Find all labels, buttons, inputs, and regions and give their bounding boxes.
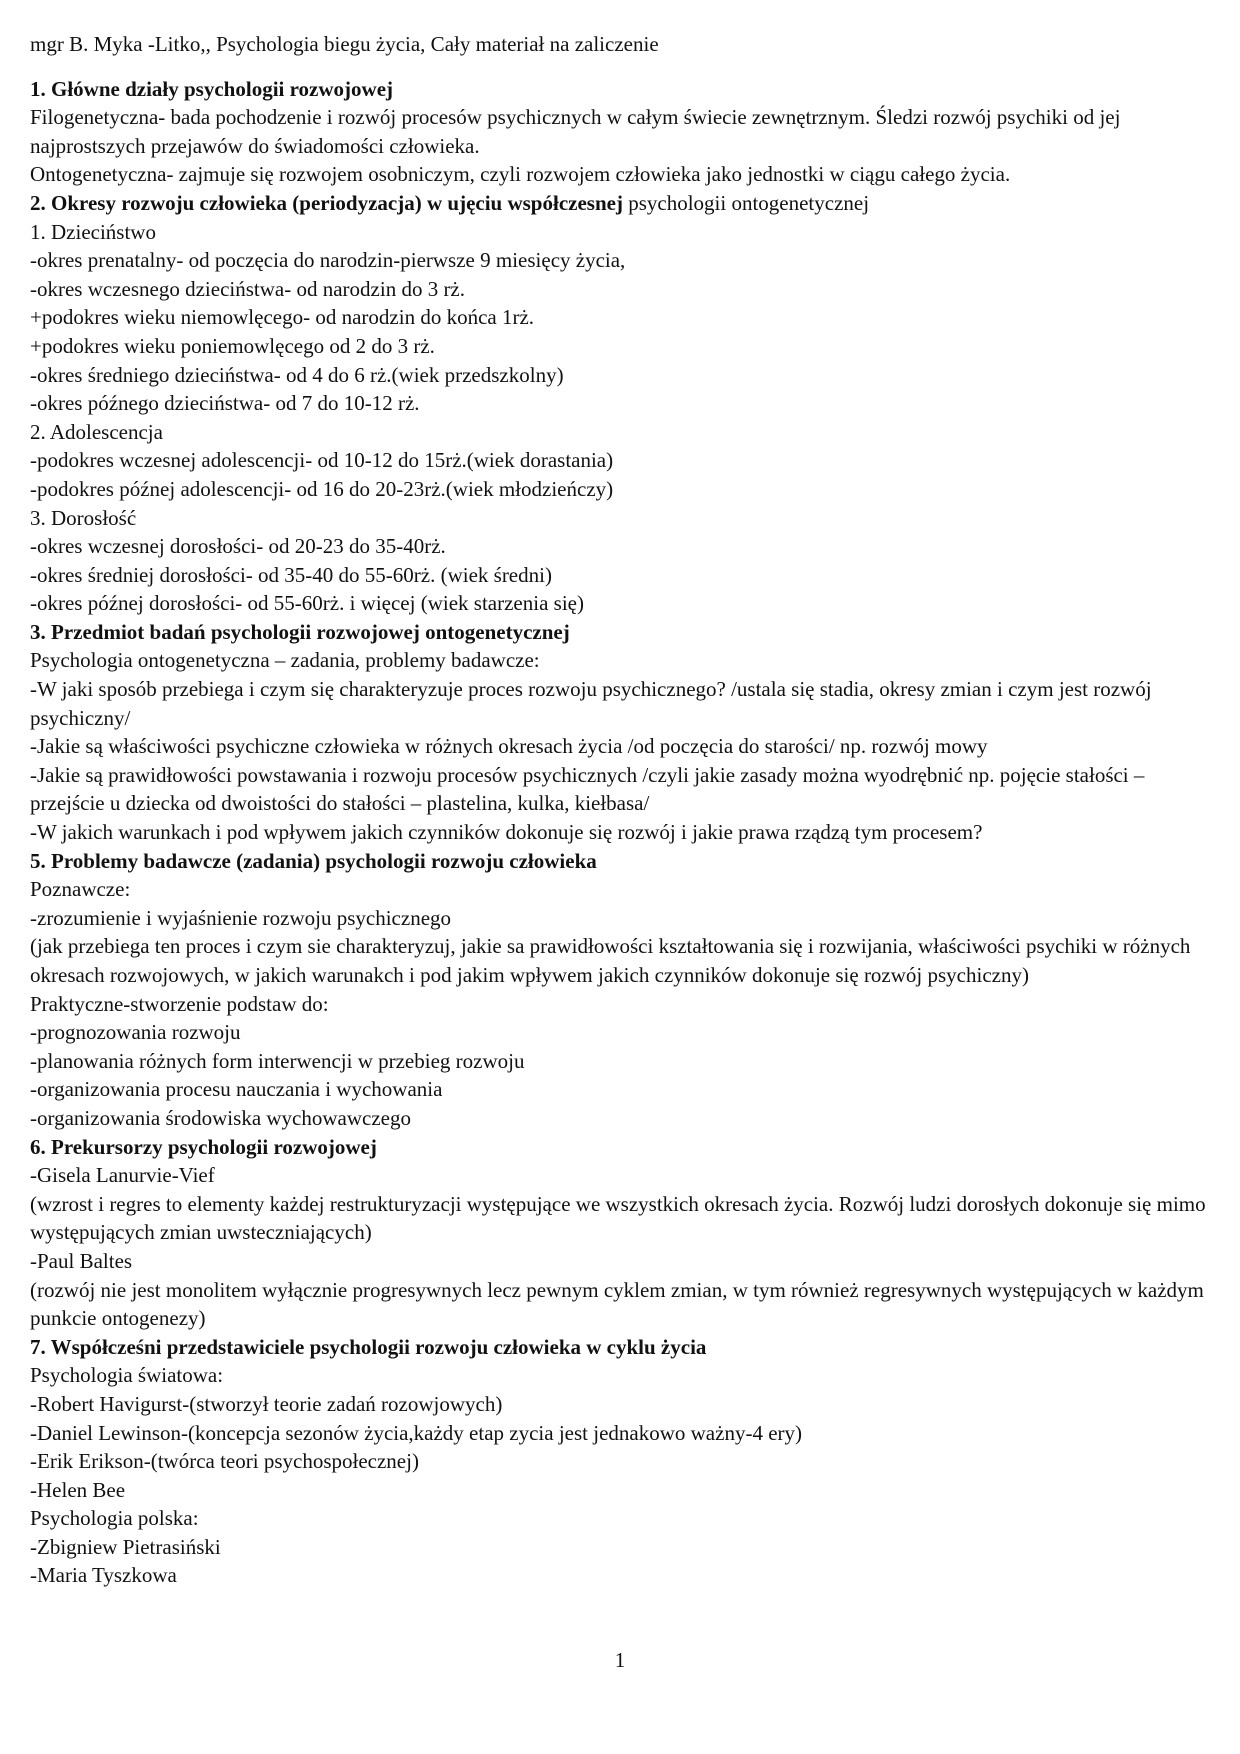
text-line [30,1504,1215,1533]
text-line [30,446,1215,475]
line-text: -zrozumienie i wyjaśnienie rozwoju psychicznego [30,905,452,930]
line-text: -okres prenatalny- od poczęcia do narodzin-pierwsze 9 miesięcy życia, [30,248,626,273]
line-text: -Robert Havigurst-(stworzył teorie zadań rozowjowych) [30,1391,503,1416]
text-line [30,475,1215,504]
text-line [30,904,1215,933]
text-line [30,761,1215,818]
text-line [30,246,1215,275]
line-text: -Jakie są prawidłowości powstawania i rozwoju procesów psychicznych /czyli jakie zasady można wyodrębnić np. pojęcie stałości – przejście u dziecka od dwoistości do stałości – plastelina, kulka, kiełbasa/ [30,762,1145,816]
line-text: -prognozowania rozwoju [30,1020,241,1045]
heading-text: 2. Okresy rozwoju człowieka (periodyzacja) w ujęciu współczesnej [30,190,623,215]
line-text: -okres późnego dzieciństwa- od 7 do 10-12 rż. [30,391,420,416]
line-text: -Erik Erikson-(twórca teori psychospołecznej) [30,1449,419,1474]
text-line [30,504,1215,533]
text-line [30,1047,1215,1076]
line-text: -okres wczesnego dzieciństwa- od narodzin do 3 rż. [30,276,466,301]
heading-text: 3. Przedmiot badań psychologii rozwojowej ontogenetycznej [30,619,570,644]
text-line [30,561,1215,590]
text-line [30,1190,1215,1247]
section-heading [30,1333,1215,1362]
text-line [30,1476,1215,1505]
line-text: Psychologia światowa: [30,1363,224,1388]
heading-text: 5. Problemy badawcze (zadania) psychologii rozwoju człowieka [30,848,597,873]
line-text: -Maria Tyszkowa [30,1563,177,1588]
text-line [30,103,1215,160]
line-text: -Helen Bee [30,1477,126,1502]
line-text: -podokres wczesnej adolescencji- od 10-12 do 15rż.(wiek dorastania) [30,448,614,473]
heading-text: 6. Prekursorzy psychologii rozwojowej [30,1134,377,1159]
line-text: (rozwój nie jest monolitem wyłącznie progresywnych lecz pewnym cyklem zmian, w tym również regresywnych występujących w każdym punkcie ontogenezy) [30,1277,1204,1331]
document-header: mgr B. Myka -Litko,, Psychologia biegu życia, Cały materiał na zaliczenie [30,32,659,56]
text-line [30,1361,1215,1390]
text-line [30,1276,1215,1333]
document-page [30,30,1215,1590]
text-line [30,332,1215,361]
line-text: -Daniel Lewinson-(koncepcja sezonów życia,każdy etap zycia jest jednakowo ważny-4 ery) [30,1420,802,1445]
line-text: 3. Dorosłość [30,505,137,530]
line-text: (jak przebiega ten proces i czym sie charakteryzuj, jakie sa prawidłowości kształtowania się i rozwijania, właściwości psychiki w różnych okresach rozwojowych, w jakich warunakch i pod jakim wpływem jakich czynników dokonuje się rozwój psychiczny) [30,934,1191,987]
line-text: -okres średniej dorosłości- od 35-40 do 55-60rż. (wiek średni) [30,562,552,587]
text-line [30,932,1215,989]
text-line [30,418,1215,447]
text-line [30,1533,1215,1562]
section-heading [30,189,1215,218]
line-text: -Zbigniew Pietrasiński [30,1534,221,1559]
line-text: -W jaki sposób przebiega i czym się charakteryzuje proces rozwoju psychicznego? /ustala się stadia, okresy zmian i czym jest rozwój psychiczny/ [30,677,1152,730]
line-text: Praktyczne-stworzenie podstaw do: [30,991,329,1016]
line-text: -podokres późnej adolescencji- od 16 do 20-23rż.(wiek młodzieńczy) [30,476,614,501]
text-line [30,218,1215,247]
text-line [30,1104,1215,1133]
document-body [30,75,1215,1590]
text-line [30,818,1215,847]
line-text: Filogenetyczna- bada pochodzenie i rozwój procesów psychicznych w całym świecie zewnętrznym. Śledzi rozwój psychiki od jej najprostszych przejawów do świadomości człowieka. [30,105,1121,158]
text-line [30,160,1215,189]
line-text: -organizowania środowiska wychowawczego [30,1105,411,1130]
line-text: +podokres wieku niemowlęcego- od narodzin do końca 1rż. [30,305,535,330]
line-text: +podokres wieku poniemowlęcego od 2 do 3 rż. [30,333,435,358]
line-text: -okres późnej dorosłości- od 55-60rż. i więcej (wiek starzenia się) [30,591,584,616]
line-text: -Paul Baltes [30,1248,133,1273]
text-line [30,875,1215,904]
text-line [30,1075,1215,1104]
line-text: 2. Adolescencja [30,419,163,444]
line-text: -Jakie są właściwości psychiczne człowieka w różnych okresach życia /od poczęcia do starości/ np. rozwój mowy [30,734,988,759]
text-line [30,646,1215,675]
line-text: -okres średniego dzieciństwa- od 4 do 6 rż.(wiek przedszkolny) [30,362,564,387]
line-text: Poznawcze: [30,877,131,902]
text-line [30,1390,1215,1419]
line-text: 1. Dzieciństwo [30,219,156,244]
line-text: psychologii ontogenetycznej [622,190,870,215]
text-line [30,389,1215,418]
section-heading [30,75,1215,104]
text-line [30,990,1215,1019]
line-text: Psychologia polska: [30,1506,199,1531]
line-text: -planowania różnych form interwencji w przebieg rozwoju [30,1048,525,1073]
text-line [30,361,1215,390]
text-line [30,1161,1215,1190]
text-line [30,1447,1215,1476]
text-line [30,675,1215,732]
text-line [30,732,1215,761]
text-line [30,1419,1215,1448]
page-number: 1 [614,1648,626,1672]
line-text: -W jakich warunkach i pod wpływem jakich czynników dokonuje się rozwój i jakie prawa rządzą tym procesem? [30,820,983,845]
section-heading [30,847,1215,876]
section-heading [30,1133,1215,1162]
line-text: -organizowania procesu nauczania i wychowania [30,1077,443,1102]
line-text: -okres wczesnej dorosłości- od 20-23 do 35-40rż. [30,534,446,559]
line-text: Ontogenetyczna- zajmuje się rozwojem osobniczym, czyli rozwojem człowieka jako jednostki w ciągu całego życia. [30,162,1011,187]
heading-text: 7. Współcześni przedstawiciele psychologii rozwoju człowieka w cyklu życia [30,1334,707,1359]
line-text: Psychologia ontogenetyczna – zadania, problemy badawcze: [30,648,540,673]
line-text: -Gisela Lanurvie-Vief [30,1163,215,1188]
heading-text: 1. Główne działy psychologii rozwojowej [30,76,394,101]
section-heading [30,618,1215,647]
text-line [30,1018,1215,1047]
text-line [30,1247,1215,1276]
line-text: (wzrost i regres to elementy każdej restrukturyzacji występujące we wszystkich okresach życia. Rozwój ludzi dorosłych dokonuje się mimo występujących zmian uwsteczniających) [30,1191,1206,1245]
text-line [30,303,1215,332]
text-line [30,532,1215,561]
text-line [30,1561,1215,1590]
text-line [30,589,1215,618]
text-line [30,275,1215,304]
